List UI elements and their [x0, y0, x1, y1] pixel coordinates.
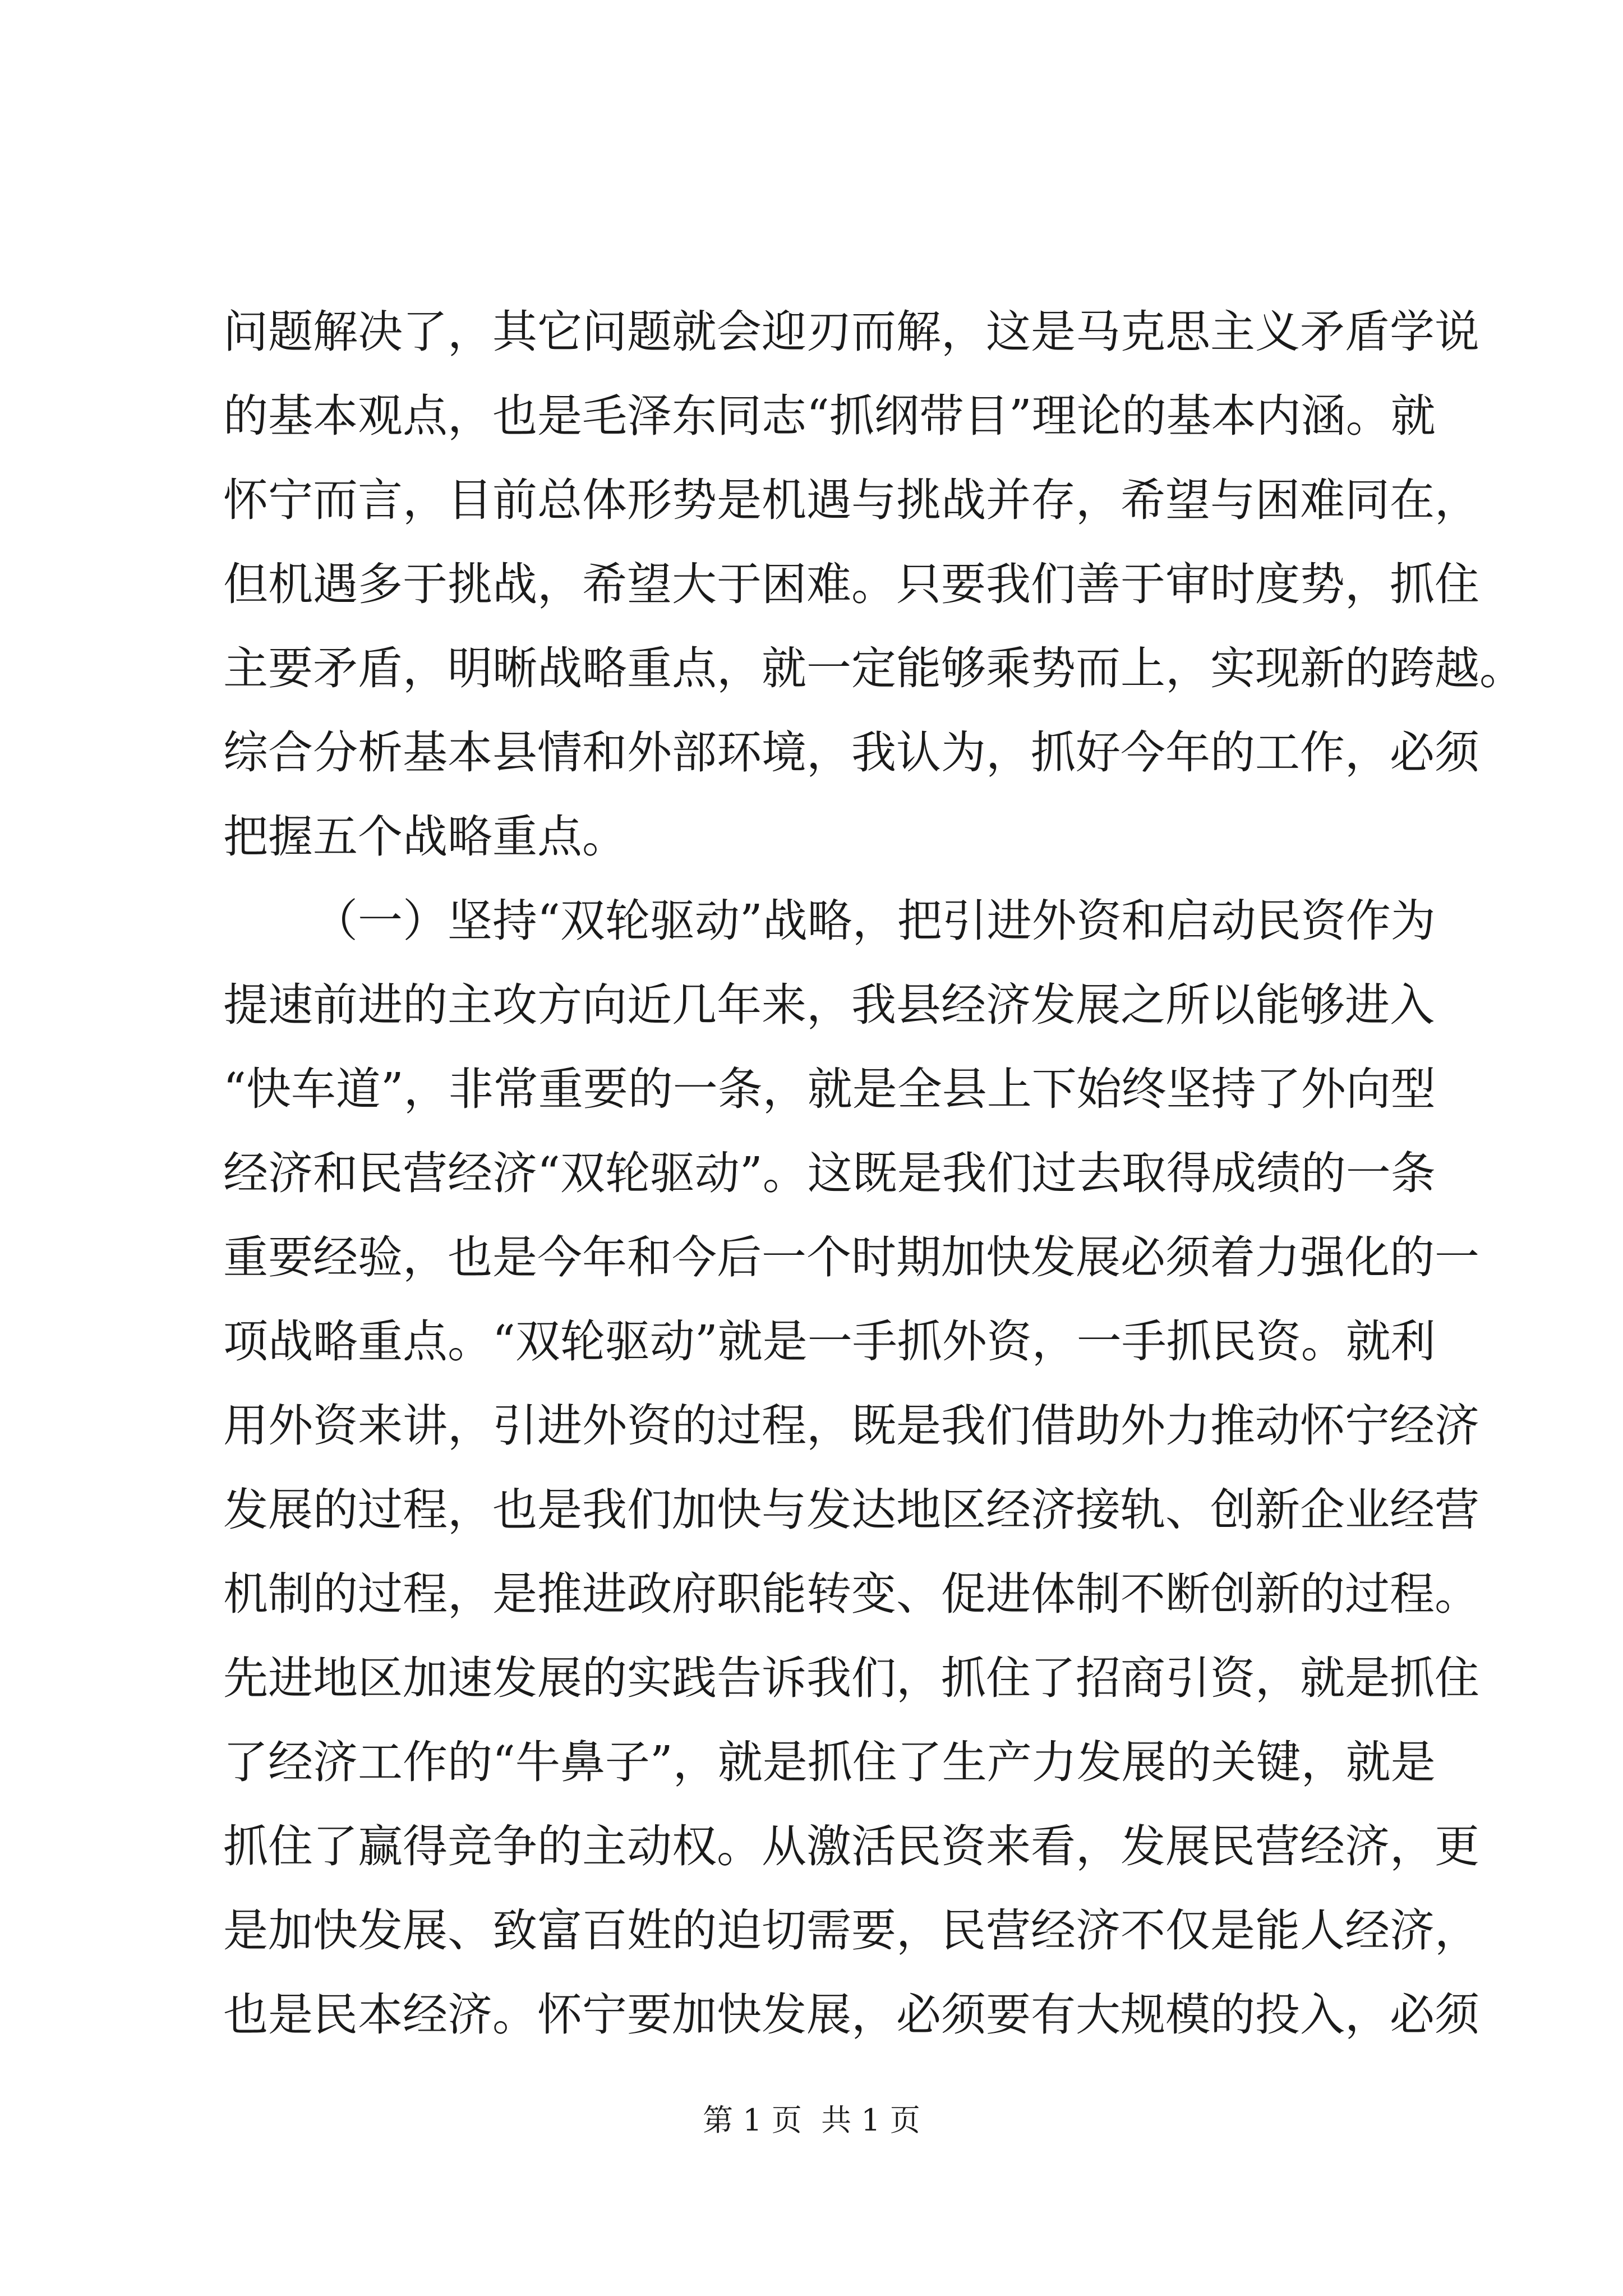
paragraph-line: 但机遇多于挑战，希望大于困难。只要我们善于审时度势，抓住	[223, 558, 1479, 610]
paragraph-line: 的基本观点，也是毛泽东同志“抓纲带目”理论的基本内涵。就	[223, 390, 1436, 442]
page-footer: 第 1 页 共 1 页	[703, 2102, 920, 2138]
paragraph-line: 问题解决了，其它问题就会迎刃而解，这是马克思主义矛盾学说	[223, 306, 1479, 358]
paragraph-line: 发展的过程，也是我们加快与发达地区经济接轨、创新企业经营	[223, 1484, 1479, 1536]
paragraph-line: 也是民本经济。怀宁要加快发展，必须要有大规模的投入，必须	[223, 1989, 1479, 2041]
paragraph-line: 综合分析基本县情和外部环境，我认为，抓好今年的工作，必须	[223, 726, 1479, 779]
paragraph-line: 主要矛盾，明晰战略重点，就一定能够乘势而上，实现新的跨越。	[223, 642, 1524, 694]
paragraph-line: 提速前进的主攻方向近几年来，我县经济发展之所以能够进入	[223, 979, 1435, 1031]
paragraph-line: 抓住了赢得竞争的主动权。从激活民资来看，发展民营经济，更	[223, 1820, 1479, 1872]
paragraph-line: 了经济工作的“牛鼻子”，就是抓住了生产力发展的关键，就是	[223, 1736, 1436, 1788]
paragraph-line: 怀宁而言，目前总体形势是机遇与挑战并存，希望与困难同在，	[223, 474, 1479, 526]
paragraph-line: 重要经验，也是今年和今后一个时期加快发展必须着力强化的一	[223, 1231, 1479, 1283]
paragraph-line: 经济和民营经济“双轮驱动”。这既是我们过去取得成绩的一条	[223, 1147, 1436, 1199]
paragraph-line: 用外资来讲，引进外资的过程，既是我们借助外力推动怀宁经济	[223, 1400, 1479, 1452]
paragraph-line: 是加快发展、致富百姓的迫切需要，民营经济不仅是能人经济，	[223, 1904, 1479, 1957]
paragraph-line: 把握五个战略重点。	[223, 811, 627, 863]
paragraph-line: 机制的过程，是推进政府职能转变、促进体制不断创新的过程。	[223, 1568, 1479, 1620]
section-heading-line: （一）坚持“双轮驱动”战略，把引进外资和启动民资作为	[313, 895, 1436, 947]
paragraph-line: 项战略重点。“双轮驱动”就是一手抓外资，一手抓民资。就利	[223, 1315, 1436, 1368]
paragraph-line: 先进地区加速发展的实践告诉我们，抓住了招商引资，就是抓住	[223, 1652, 1479, 1704]
paragraph-line: “快车道”，非常重要的一条，就是全县上下始终坚持了外向型	[223, 1063, 1436, 1115]
